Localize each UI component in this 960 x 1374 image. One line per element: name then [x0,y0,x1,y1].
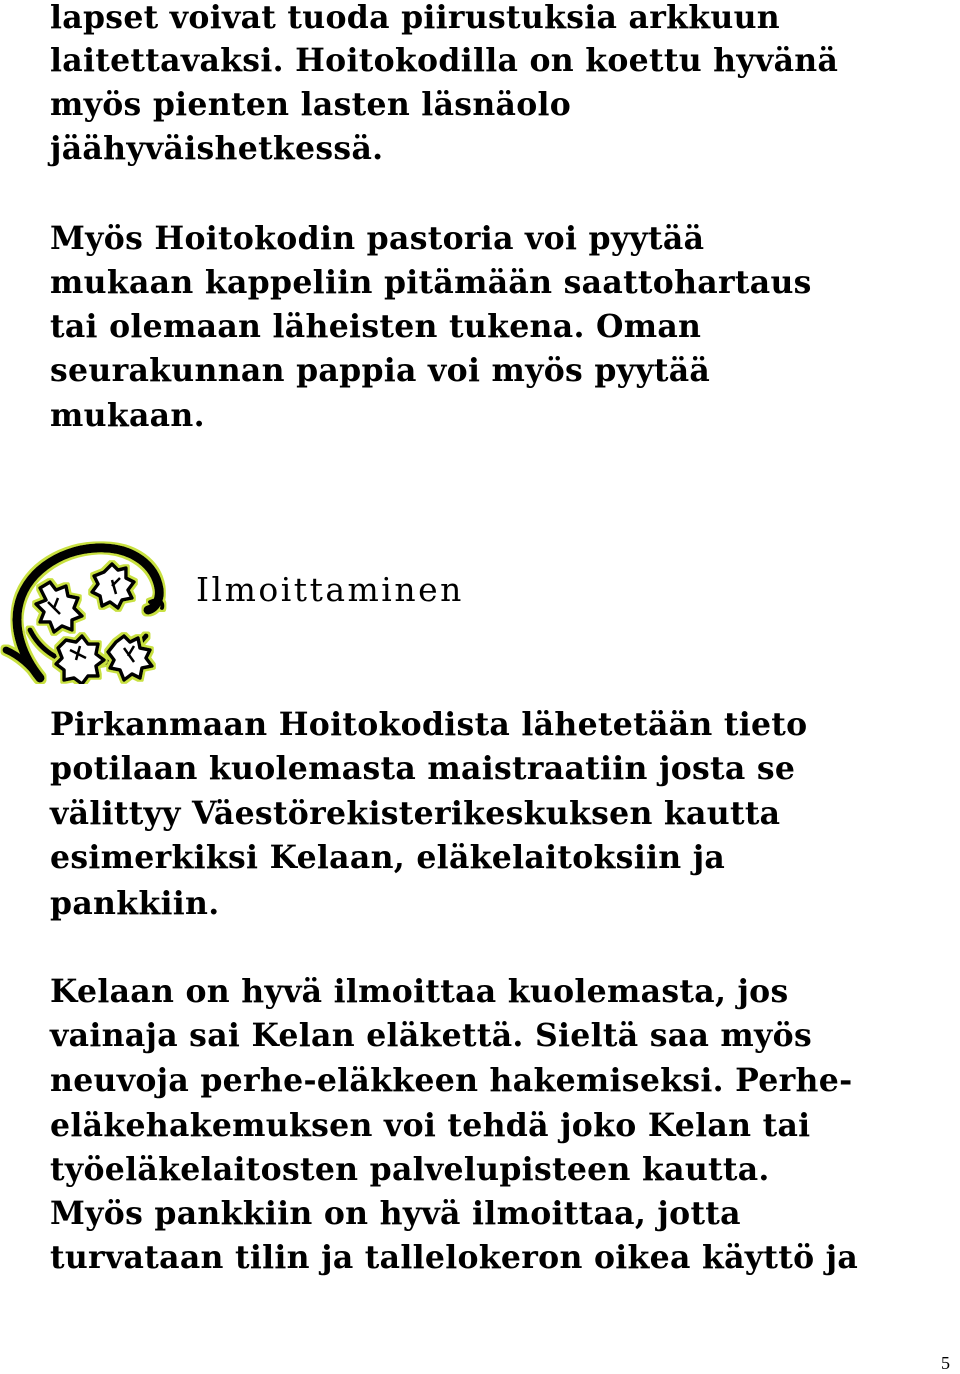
text-line: jäähyväishetkessä. [50,130,384,167]
text-line: laitettavaksi. Hoitokodilla on koettu hyvänä [50,42,839,79]
text-line: seurakunnan pappia voi myös pyytää [50,352,711,389]
text-line: tai olemaan läheisten tukena. Oman [50,308,702,345]
text-line: mukaan kappeliin pitämään saattohartaus [50,264,812,301]
text-line: välittyy Väestörekisterikeskuksen kautta [50,795,781,832]
text-line: turvataan tilin ja tallelokeron oikea käyttö ja [50,1239,859,1276]
text-line: Kelaan on hyvä ilmoittaa kuolemasta, jos [50,973,789,1010]
text-line: eläkehakemuksen voi tehdä joko Kelan tai [50,1107,811,1144]
page-number: 5 [941,1353,950,1373]
section-heading: Ilmoittaminen [196,570,464,609]
text-line: mukaan. [50,397,205,434]
text-line: työeläkelaitosten palvelupisteen kautta. [50,1151,770,1188]
text-line: esimerkiksi Kelaan, eläkelaitoksiin ja [50,839,726,876]
leaf-vine-ornament-icon [0,538,172,684]
text-line: lapset voivat tuoda piirustuksia arkkuun [50,0,780,36]
text-line: pankkiin. [50,885,220,922]
text-line: myös pienten lasten läsnäolo [50,86,572,123]
text-line: Myös Hoitokodin pastoria voi pyytää [50,220,705,257]
text-line: Myös pankkiin on hyvä ilmoittaa, jotta [50,1195,741,1232]
text-line: neuvoja perhe-eläkkeen hakemiseksi. Perhe- [50,1062,853,1099]
text-line: vainaja sai Kelan eläkettä. Sieltä saa myös [50,1017,812,1054]
text-line: Pirkanmaan Hoitokodista lähetetään tieto [50,706,808,743]
text-line: potilaan kuolemasta maistraatiin josta se [50,750,796,787]
